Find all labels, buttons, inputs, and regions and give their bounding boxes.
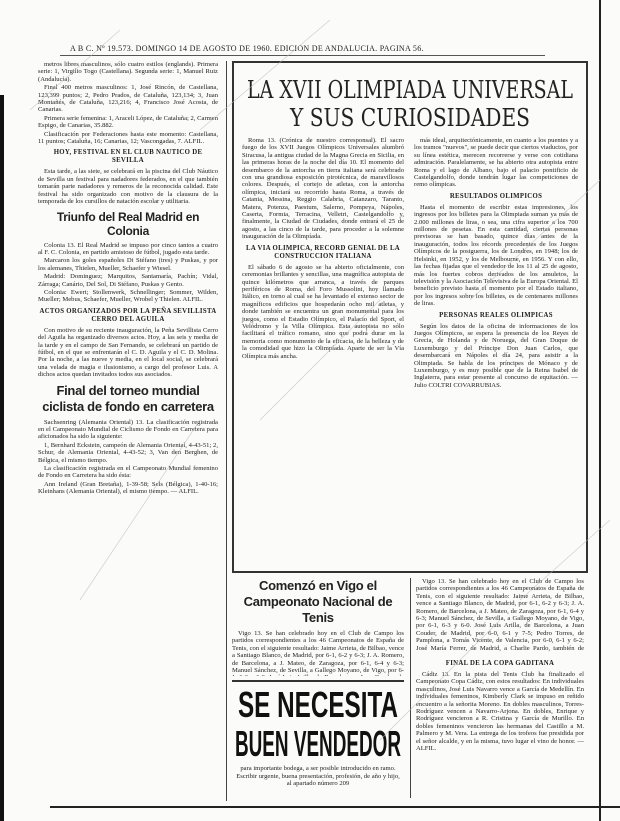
ad-line: BUEN VENDEDOR: [235, 723, 401, 762]
pena-body: Con motivo de su reciente inauguración, la Peña Sevillista Cerro del Aguila ha organizado diversos actos. Hoy, a las seis y media de la tarde y en el campo de San Fernando, se celebrará un partido de fútbol, en el que se enfrentarán el C. D. Aguila y el C. D. Molina. Por la noche, a las nueve y media, en el local social, se celebrará una velada de magia e ilusionismo, a cargo del profesor Luis. A dichos actos quedan invitados todos sus asociados.: [38, 326, 218, 379]
header-rule: [60, 55, 545, 56]
ciclismo-headline: Final del torneo mundial ciclista de fondo en carretera: [42, 382, 214, 414]
feature-paragraph: Según los datos de la oficina de informaciones de los Juegos Olímpicos, se espera la presencia de los Reyes de Grecia, de Holanda y de Noruega, del Gran Duque de Luxemburgo y del Príncipe Don Juan Carlos, que desembarcará en Nápoles el día 24, para asistir a la Olimpiada. Se habla de los príncipes de Mónaco y de Luxemburgo, y es muy posible que de la Reina Isabel de Inglaterra, para estar presente al concurso de equitación. — Julio COLTRI COVARRUBIAS.: [414, 322, 578, 389]
feature-paragraph: más ideal, arquitectónicamente, en cuanto a los puentes y a los tramos "nuevos", se puede decir que ciertos viaductos, por su línea estética, merecen recorrerse y verse con cotidiana admiración. Paralelamente, se ha abierto otra autopista entre Roma y el lago de Albano, bajo el palacio pontificio de Castelgandolfo, donde tendrán lugar las competiciones de remo olímpicas.: [414, 137, 578, 189]
ad-line: SE NECESITA: [238, 684, 399, 725]
tenis-body: Vigo 13. Se han celebrado hoy en el Club de Campo los partidos correspondientes a los 46 Campeonatos de España de Tenis, con el siguiente resultado: Jaime Arrieta, de Bilbao, vence a Santiago Blanco, de Madrid, por 6-1, 6-2 y 6-3; J. A. Romero, de Barcelona, a J. Mateo, de Zaragoza, por 6-1, 6-4 y 6-3; Manuel Sánchez, de Sevilla, a Gallego Moyano, de Vigo, por 6-: [232, 630, 404, 675]
scan-edge: [599, 0, 601, 821]
resultados-heading: RESULTADOS OLIMPICOS: [449, 192, 543, 200]
results-paragraph: Primera serie femenina: 1, Araceli López, de Cataluña; 2, Carmen Espigo, de Canarias, 35.882.: [38, 114, 218, 130]
feature-title-line: LA XVII OLIMPIADA UNIVERSAL: [247, 76, 574, 104]
advertisement: [232, 684, 404, 788]
festival-body: Esta tarde, a las siete, se celebrará en la piscina del Club Náutico de Sevilla un festival para nadadores federados, en el que también tomarán parte nadadores y remeros de la reconocida calidad. Este festival ha sido organizado con motivo de la clausura de la temporada de los cursillos de natación escolar y utilitaria.: [38, 168, 218, 206]
bottom-rule: [50, 806, 620, 808]
ad-body: para importante bodega, a ser posible introducido en ramo. Escribir urgente, buena presentación, profesión, de año y hijo, al apartado número 209: [236, 765, 400, 788]
feature-paragraph: El sábado 6 de agosto se ha abierto oficialmente, con ceremonias brillantes y sencillas, una magnífica autopista de quince kilómetros que arranca, a través de parques periféricos de Roma, del Foro Mussolini, hoy llamado Itálico, en torno al cual se ha levantado el extenso sector de magníficos edificios que hospedarán ocho mil atletas, y donde también se encuentra un gran monumental para los juegos, como el Estadio Olímpico, el Palacio del Sport, el Velódromo y la Villa Olímpica. Esta autopista no sólo facilitará el tráfico romano, sino que podrá durar en la memoria como monumento de la eficacia, de la belleza y de la comodidad que hizo la Olimpíada. Aparte de ser la Vía Olímpica más ancha.: [242, 263, 404, 360]
copa-gaditana-heading: FINAL DE LA COPA GADITANA: [445, 660, 555, 667]
tenis-continuation: [416, 578, 584, 753]
pena-heading: ACTOS ORGANIZADOS POR LA PEÑA SEVILLISTA CERRO DEL AGUILA: [39, 307, 217, 323]
feature-title: [240, 74, 580, 132]
tenis-headline: Comenzó en Vigo el Campeonato Nacional de Tenis: [243, 578, 393, 625]
real-madrid-paragraph: Colonia: Ewert; Stollenwerk, Schnellinger; Sommer, Wilden, Mueller; Mebus, Schaefer, Mueller, Wrobel y Thielen. ALFIL.: [38, 288, 218, 304]
via-olimpica-heading: LA VIA OLIMPICA, RECORD GENIAL DE LA CONSTRUCCION ITALIANA: [246, 244, 400, 260]
festival-heading: HOY, FESTIVAL EN EL CLUB NAUTICO DE SEVILLA: [53, 149, 203, 165]
feature-paragraph: Hasta el momento de escribir estas impresiones, los ingresos por los billetes para la Olimpiada suman ya más de 2.000 millones de liras, o sea, una cifra superior a los 700 millones de pesetas. En esta cantidad, ciertas personas previsoras se han basado, quince días antes de la inauguración, todos los récords precedentes de los Juegos Olímpicos de la postguerra, los de Londres, en 1948; los de Helsinki, en 1952, y los de Melbourne, en 1956. Y con ello, las fechas fijadas que el vendedor de los 11 al 25 de agosto, más los fuertes cobros derivados de los amuletos, la televisión y la Asociación Televisiva de la Europa Oriental. El beneficio previsto hasta el momento por el Estado italiano, por los ingresos sobre los billetes, es de centenares millones de liras.: [414, 203, 578, 308]
real-madrid-paragraph: Madrid: Dominguez; Marquitos, Santamaría, Pachín; Vidal, Zárraga; Canário, Del Sol, Di Stéfano, Puskas y Gento.: [38, 273, 218, 288]
real-madrid-paragraph: Colonia 13. El Real Madrid se impuso por cinco tantos a cuatro al F. C. Colonia, en partido amistoso de fútbol, jugado esta tarde.: [38, 241, 218, 256]
feature-column-2: [414, 137, 578, 390]
tenis-continuation-body: Vigo 13. Se han celebrado hoy en el Club de Campo los partidos correspondientes a los 46 Campeonatos de España de Tenis, con el siguiente resultado: Jaime Arrieta, de Bilbao, vence a Santiago Blanco, de Madrid, por 6-1, 6-2 y 6-3; J. A. Romero, de Barcelona, a J. Mateo, de Zaragoza, por 6-1, 6-4 y 6-3; Manuel Sánchez, de Sevilla, a Gallego Moyano, de Vigo, por 6-1, 6-3 y 6-0. José Luis Arilla, de Barcelona, a Juan Couder, de Madrid, por 6-0, 6-1 y 7-5; Pedro Torres, de Pamplona, a Tomás Vicente, de Valencia, por 6-0, 6-1 y 6-2; José María Ferrer, de Madrid, a Charlie Pardo, también de: [416, 578, 584, 652]
column-rule: [226, 61, 227, 801]
scan-edge: [0, 95, 4, 821]
real-madrid-headline: Triunfo del Real Madrid en Colonia: [56, 209, 200, 238]
results-paragraph: Final 400 metros masculinos: 1, José Rincón, de Castellana, 123,399 puntos; 2, Pedro Prados, de Cataluña, 123,134; 3, Juan Montañés, de Cataluña, 123,216; 4, Francisco José Acosta, de Canarias.: [38, 84, 218, 114]
feature-paragraph: Roma 13. (Crónica de nuestro corresponsal). El sacro fuego de los XVII Juegos Olímpicos Universales alumbró Siracusa, la antigua ciudad de la Magna Grecia en Sicilia, en las primeras horas de la noche del día 10. El momento del desembarco de la antorcha en tierra italiana será celebrado con una grandiosa exposición pirotécnica, de maravillosos colores. Después, el cortejo de atletas, con la antorcha olímpica, iniciará su recorrido hasta Roma, a través de Catania, Messina, Reggio Calabria, Catanzaro, Taranto, Matera, Potenza, Paestum, Salerno, Pompeya, Nápoles, Caserta, Formia, Terracina, Velletri, Castelgandolfo y, finalmente, la Ciudad de Ciudades, donde entrará el 25 de agosto, a las cinco de la tarde, para proceder a la solemne inauguración de la Olimpíada.: [242, 137, 404, 241]
ad-heading: [232, 684, 404, 762]
tenis-article: [232, 578, 404, 676]
real-madrid-paragraph: Marcaron los goles españoles Di Stéfano (tres) y Puskas, y por los alemanes, Thielen, Mueller, Schaefer y Wiesel.: [38, 257, 218, 272]
personas-heading: PERSONAS REALES OLIMPICAS: [439, 311, 553, 319]
ciclismo-paragraph: Ann Ireland (Gran Bretaña), 1-39-58; Sels (Bélgica), 1-40-16; Kleinhans (Alemania Oriental), el mismo tiempo. — ALFIL.: [38, 480, 218, 496]
ciclismo-paragraph: La clasificación registrada en el Campeonato Mundial femenino de Fondo en Carretera ha sido ésta:: [38, 465, 218, 480]
results-paragraph: Clasificación por Federaciones hasta este momento: Castellana, 11 puntos; Cataluña, 16; Canarias, 12; Vascongadas, 7. ALFIL.: [38, 130, 218, 146]
results-paragraph: metros libres masculinos, sólo cuatro estilos (englands). Primera serie: 1, Virgilio Togo (Castellana). Segunda serie: 1, Manuel Ruiz (Andalucía).: [38, 61, 218, 83]
ciclismo-paragraph: Sachsenring (Alemania Oriental) 13. La clasificación registrada en el Campeonato Mundial de Ciclismo de Fondo en Carretera para aficionados ha sido la siguiente:: [38, 418, 218, 441]
feature-title-line: Y SUS CURIOSIDADES: [289, 104, 530, 132]
page-header: A B C. Nº 19.573. DOMINGO 14 DE AGOSTO DE 1960. EDICION DE ANDALUCIA. PAGINA 56.: [70, 44, 424, 53]
feature-column-1: [242, 137, 404, 361]
ciclismo-paragraph: 1, Bernhard Eckstein, campeón de Alemania Oriental, 4-43-51; 2, Schur, de Alemania Oriental, 4-43-52; 3, Van den Berghen, de Bélgica, el mismo tiempo.: [38, 441, 218, 464]
ad-rule: [232, 680, 404, 682]
column-rule: [410, 578, 411, 798]
copa-gaditana-body: Cádiz 13. En la pista del Tenis Club ha finalizado el Campeonato Copa Cádiz, con estos resultados: En individuales masculinos, José Luis Navarro vence a García de Medellín. En individuales femeninos, Kimberly Clark se impuso en reñido encuentro a la señorita Moreno. En dobles masculinos, Torres-Rodríguez vencen a Navarro-Arjona. En dobles, Enrique y Rodríguez vencieron a R. Cristina y García de Murillo. En dobles femeninos vencieron las hermanas del Castillo a M. Palmero y M. Vera. La entrega de los trofeos fue presidida por el señor alcalde, y en la misma, tuvo lugar el vino de honor. — ALFIL.: [416, 671, 584, 753]
left-column: [38, 61, 218, 497]
